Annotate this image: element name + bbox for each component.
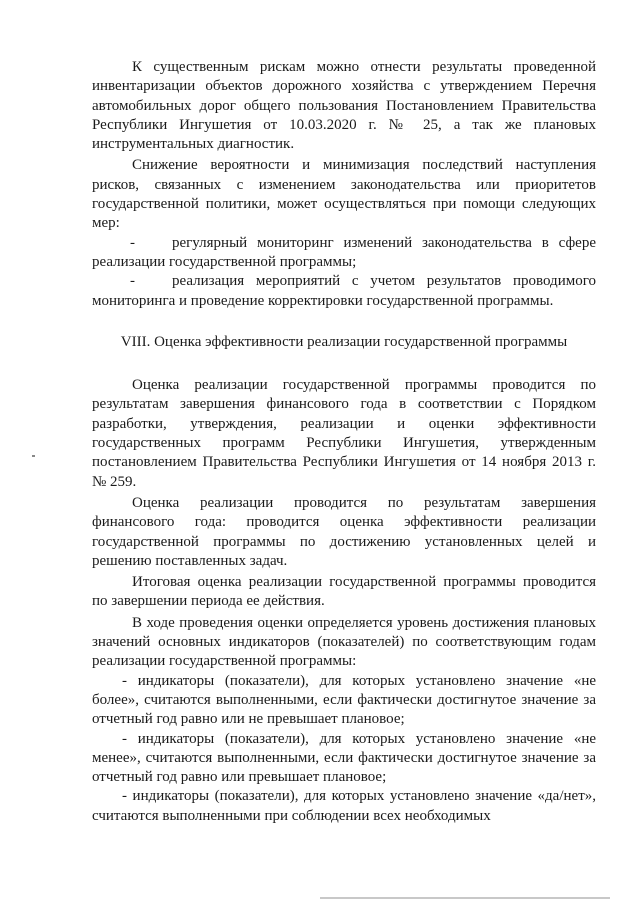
paragraph-mitigation: Снижение вероятности и минимизация последствий наступления рисков, связанных с изменением законодательства или приоритетов государственной политики, может осуществляться при помощи следующих мер: bbox=[92, 157, 596, 232]
dash-marker: - bbox=[130, 273, 135, 290]
list-item-not-less: - индикаторы (показатели), для которых установлено значение «не менее», считаются выполненными, если фактически достигнутое значение за отчетный год равно или превышает плановое; bbox=[92, 730, 596, 786]
list-item-yes-no: - индикаторы (показатели), для которых установлено значение «да/нет», считаются выполненными при соблюдении всех необходимых bbox=[92, 788, 596, 824]
scan-artifact bbox=[32, 455, 35, 457]
paragraph-indicators: В ходе проведения оценки определяется уровень достижения плановых значений основных индикаторов (показателей) по соответствующим годам реализации государственной программы: bbox=[92, 614, 596, 670]
dash-item-correction bbox=[92, 272, 596, 311]
dash-item-text: регулярный мониторинг изменений законодательства в сфере реализации государственной программы; bbox=[92, 234, 596, 270]
dash-item-text: реализация мероприятий с учетом результатов проводимого мониторинга и проведение корректировки государственной программы. bbox=[92, 273, 596, 309]
list-item-not-more: - индикаторы (показатели), для которых установлено значение «не более», считаются выполненными, если фактически достигнутое значение за отчетный год равно или не превышает плановое; bbox=[92, 672, 596, 728]
scan-artifact-bottom bbox=[320, 897, 610, 899]
dash-marker: - bbox=[130, 234, 135, 251]
paragraph-risks: К существенным рискам можно отнести результаты проведенной инвентаризации объектов дорожного хозяйства с утверждением Перечня автомобильных дорог общего пользования Постановлением Правительства Республики Ингушетия от 10.03.2020 г. № 25, а так же плановых инструментальных диагностик. bbox=[92, 59, 596, 153]
dash-item-monitoring bbox=[92, 234, 596, 273]
paragraph-evaluation: Оценка реализации государственной программы проводится по результатам завершения финансового года в соответствии с Порядком разработки, утверждения, реализации и оценки эффективности государственных программ Республики Ингушетия, утвержденным постановлением Правительства Республики Ингушетия от 14 ноября 2013 г. № 259. bbox=[92, 377, 596, 490]
document-body bbox=[92, 58, 596, 826]
paragraph-annual-evaluation: Оценка реализации проводится по результатам завершения финансового года: проводится оценка эффективности реализации государственной программы по достижению установленных целей и решению поставленных задач. bbox=[92, 494, 596, 569]
paragraph-final-evaluation: Итоговая оценка реализации государственной программы проводится по завершении периода ее действия. bbox=[92, 574, 596, 610]
section-heading: VIII. Оценка эффективности реализации государственной программы bbox=[120, 333, 568, 350]
